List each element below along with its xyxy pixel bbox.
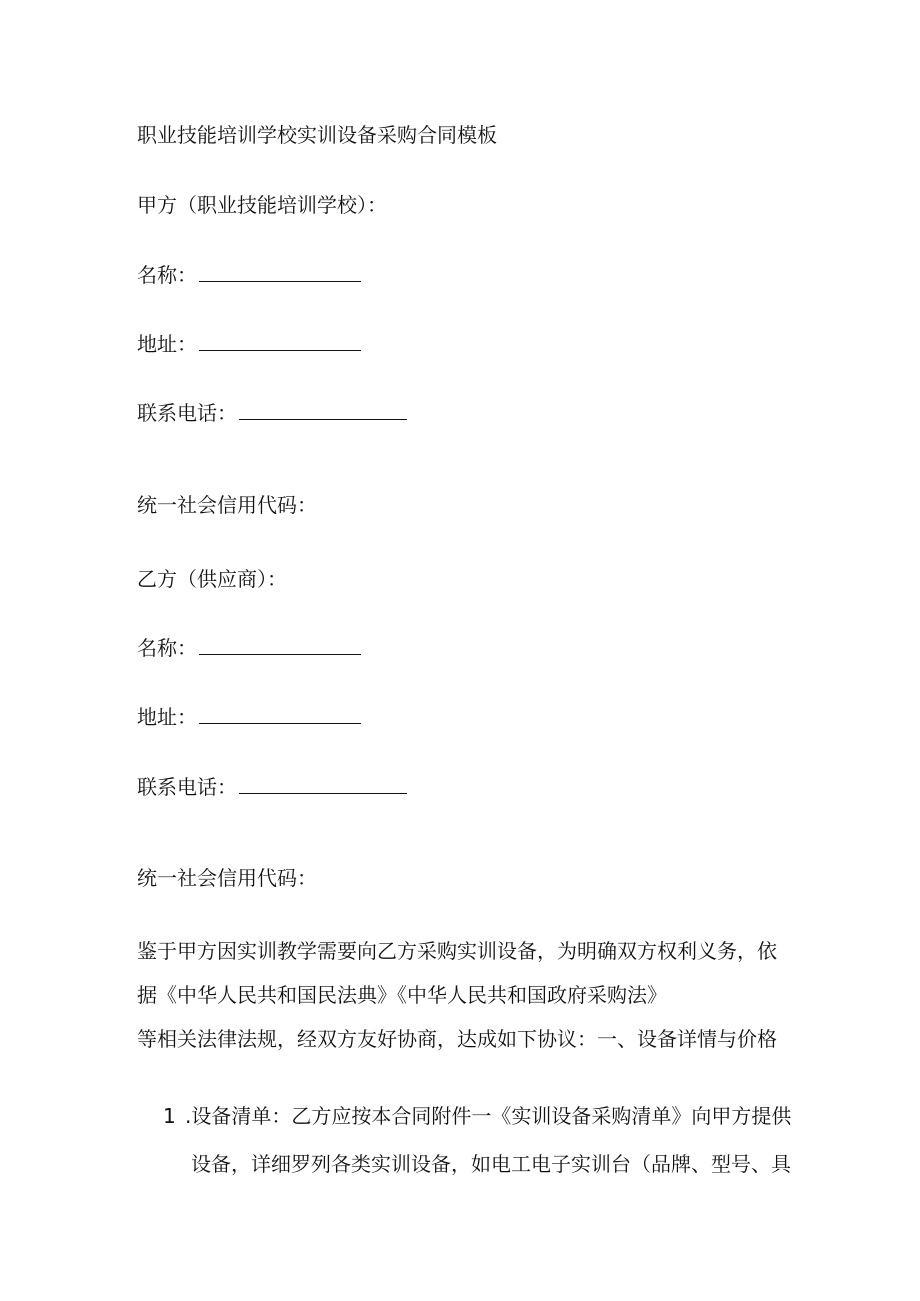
party-a-phone-blank[interactable]	[239, 401, 407, 420]
party-b-phone-blank[interactable]	[239, 775, 407, 794]
preamble-line-1: 鉴于甲方因实训教学需要向乙方采购实训设备，为明确双方权利义务，依	[137, 939, 777, 963]
party-b-phone-label: 联系电话：	[137, 775, 237, 799]
clause-1	[163, 1092, 793, 1188]
party-a-address-label: 地址：	[137, 332, 197, 356]
party-b-address-row	[137, 703, 361, 731]
preamble-line-3: 等相关法律法规，经双方友好协商，达成如下协议：一、设备详情与价格	[137, 1027, 777, 1051]
party-a-credit-code-label: 统一社会信用代码：	[137, 493, 317, 517]
party-a-name-blank[interactable]	[199, 263, 361, 282]
clause-1-number: 1	[163, 1104, 176, 1128]
preamble-paragraph	[137, 929, 787, 1061]
party-a-name-row	[137, 261, 361, 289]
clause-1-line-1: .设备清单：乙方应按本合同附件一《实训设备采购清单》向甲方提供	[185, 1104, 792, 1128]
party-a-phone-label: 联系电话：	[137, 401, 237, 425]
party-a-phone-row	[137, 399, 407, 427]
party-b-address-label: 地址：	[137, 705, 197, 729]
clause-1-first-line	[163, 1092, 793, 1140]
party-a-address-blank[interactable]	[199, 332, 361, 351]
party-b-name-label: 名称：	[137, 636, 197, 660]
party-a-heading: 甲方（职业技能培训学校）：	[137, 193, 387, 217]
party-b-name-row	[137, 634, 361, 662]
party-b-heading: 乙方（供应商）：	[137, 567, 287, 591]
party-a-address-row	[137, 330, 361, 358]
party-b-name-blank[interactable]	[199, 636, 361, 655]
clause-1-line-2: 设备，详细罗列各类实训设备，如电工电子实训台（品牌、型号、具	[191, 1152, 791, 1176]
party-b-address-blank[interactable]	[199, 705, 361, 724]
party-b-credit-code-label: 统一社会信用代码：	[137, 866, 317, 890]
document-title: 职业技能培训学校实训设备采购合同模板	[137, 123, 497, 147]
preamble-line-2: 据《中华人民共和国民法典》《中华人民共和国政府采购法》	[137, 983, 667, 1007]
party-b-phone-row	[137, 773, 407, 801]
party-a-name-label: 名称：	[137, 263, 197, 287]
